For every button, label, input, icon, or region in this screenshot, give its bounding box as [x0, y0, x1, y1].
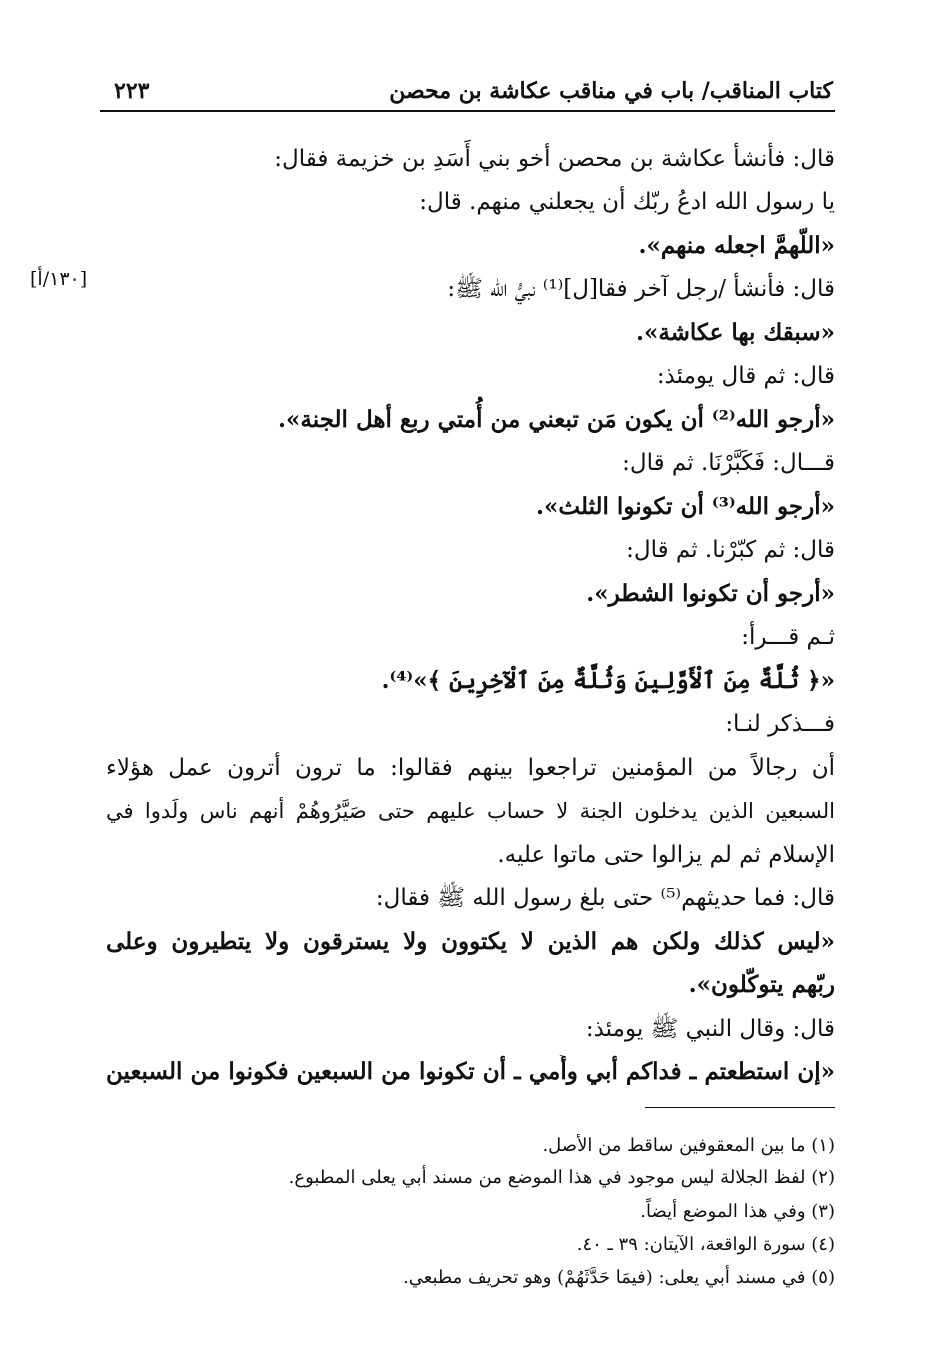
text-line: الإسلام ثم لم يزالوا حتى ماتوا عليه.: [497, 842, 835, 868]
text-line: «اللّهمَّ اجعله منهم».: [638, 232, 835, 259]
text-line: «أرجو أن تكونوا الشطر».: [586, 580, 835, 607]
text-line: قـــال: فَكَبَّرْنَا. ثم قال:: [622, 450, 835, 476]
running-header: [100, 78, 833, 110]
footnote: (٥) في مسند أبي يعلى: (فيمَا حَدَّثَهُمْ) وهو تحريف مطبعي.: [403, 1267, 835, 1288]
text-line: ثـم قـــرأ:: [741, 624, 835, 650]
text-line: «سبقك بها عكاشة».: [635, 319, 835, 346]
text-line: يا رسول الله ادعُ ربّك أن يجعلني منهم. قال:: [419, 189, 835, 215]
footnote: (١) ما بين المعقوفين ساقط من الأصل.: [542, 1135, 835, 1156]
quran-verse: «﴿ ثُلَّةٌ مِنَ ٱلْأَوَّلِينَ وَثُلَّةٌ مِنَ ٱلْآخِرِينَ ﴾»⁽⁴⁾.: [381, 667, 835, 694]
text-line: قال: ثم قال يومئذ:: [656, 363, 835, 389]
text-line: «إن استطعتم ـ فداكم أبي وأُمي ـ أن تكونوا من السبعين فكونوا من السبعين: [106, 1058, 835, 1085]
page-number: ٢٢٣: [114, 78, 150, 104]
text-line: قال: فأنشأ /رجل آخر فقا[ل]⁽¹⁾ نبيُّ الله ﷺ:: [447, 276, 835, 302]
text-line: قال: فما حديثهم⁽⁵⁾ حتى بلغ رسول الله ﷺ فقال:: [375, 885, 835, 911]
text-line: «أرجو الله⁽²⁾ أن يكون مَن تبعني من أُمتي ربع أهل الجنة».: [278, 406, 835, 433]
text-line: قال: ثم كبّرْنا. ثم قال:: [626, 537, 835, 563]
text-line: فـــذكر لنـا:: [725, 711, 835, 737]
text-line: «أرجو الله⁽³⁾ أن تكونوا الثلث».: [536, 493, 835, 520]
footnote-separator: [645, 1107, 835, 1108]
text-line: ربّهم يتوكّلون».: [688, 971, 835, 998]
footnote: (٣) وفي هذا الموضع أيضاً.: [640, 1201, 835, 1222]
text-line: السبعين الذين يدخلون الجنة لا حساب عليهم حتى صَيَّرُوهُمْ أنهم ناس ولَدوا في: [106, 799, 835, 823]
text-line: أن رجالاً من المؤمنين تراجعوا بينهم فقالوا: ما ترون أترون عمل هؤلاء: [106, 755, 835, 781]
footnote: (٤) سورة الواقعة، الآيتان: ٣٩ ـ ٤٠.: [576, 1234, 835, 1255]
header-rule: [100, 110, 835, 112]
manuscript-folio-note: [١٣٠/أ]: [30, 268, 88, 290]
chapter-title: كتاب المناقب/ باب في مناقب عكاشة بن محصن: [389, 78, 833, 104]
text-line: «ليس كذلك ولكن هم الذين لا يكتوون ولا يسترقون ولا يتطيرون وعلى: [106, 928, 835, 955]
footnote: (٢) لفظ الجلالة ليس موجود في هذا الموضع من مسند أبي يعلى المطبوع.: [288, 1167, 835, 1188]
text-line: قال: فأنشأ عكاشة بن محصن أخو بني أَسَدِ بن خزيمة فقال:: [274, 146, 835, 172]
text-line: قال: وقال النبي ﷺ يومئذ:: [585, 1016, 835, 1042]
